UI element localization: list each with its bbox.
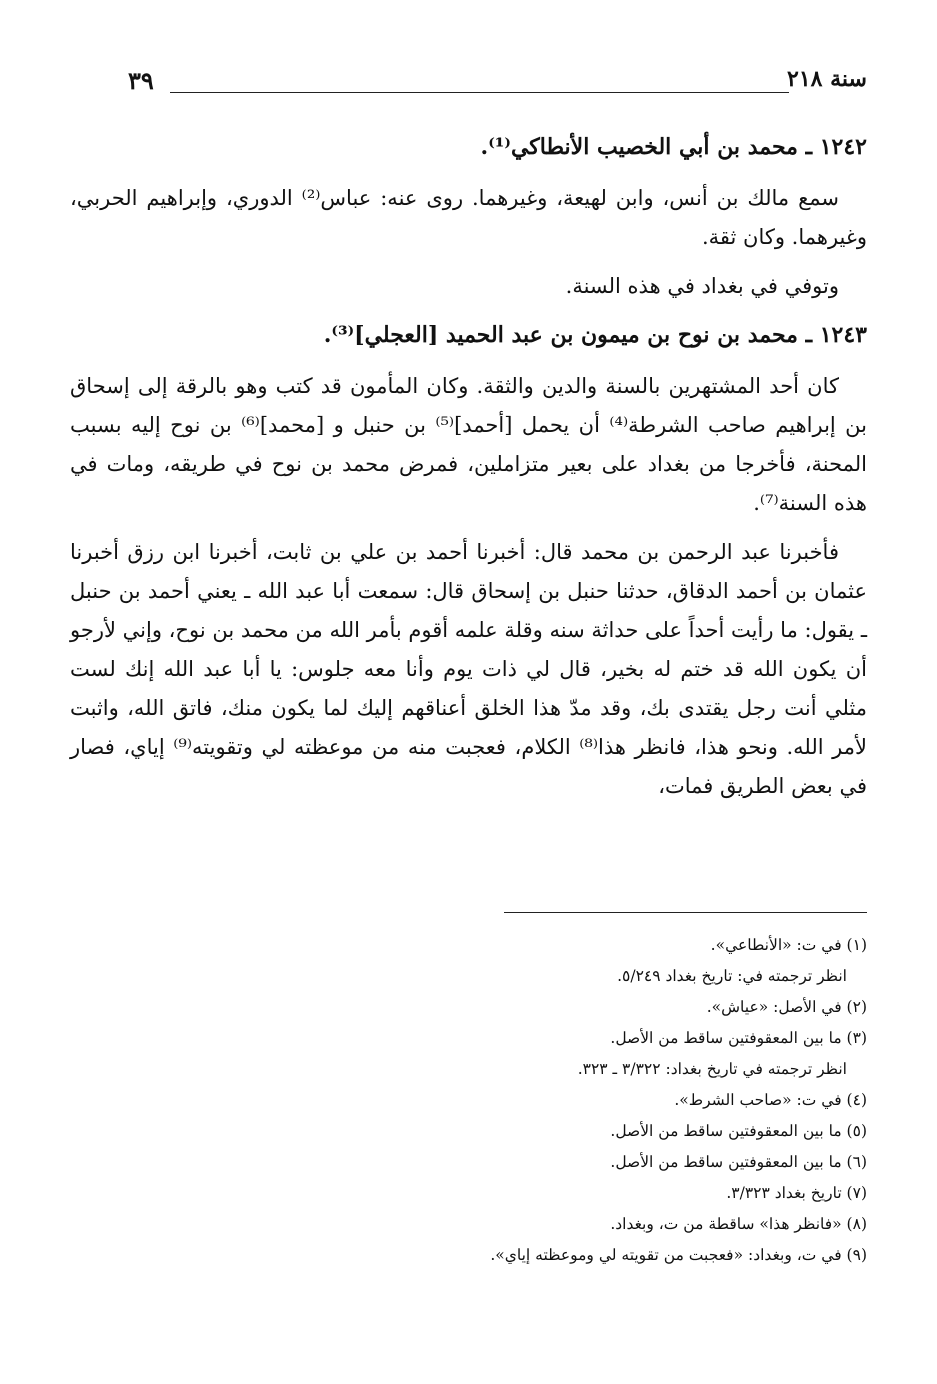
- footnote-3-reference: انظر ترجمته في تاريخ بغداد: ٣/٣٢٢ ـ ٣٢٣.: [577, 1060, 847, 1078]
- running-head-title: سنة ٢١٨: [787, 66, 867, 92]
- footnote-1: (١) في ت: «الأنطاعي».: [710, 936, 867, 954]
- footnote-2: (٢) في الأصل: «عياش».: [706, 998, 867, 1016]
- footnote-8: (٨) «فانظر هذا» ساقطة من ت، وبغداد.: [610, 1215, 867, 1233]
- entry-title-1243: ١٢٤٣ ـ محمد بن نوح بن ميمون بن عبد الحميد [العجلي]⁽³⁾.: [323, 322, 867, 348]
- entry-1243-paragraph-1: كان أحد المشتهرين بالسنة والدين والثقة. وكان المأمون قد كتب وهو بالرقة إلى إسحاق بن إبراهيم صاحب الشرطة⁽⁴⁾ أن يحمل [أحمد]⁽⁵⁾ بن حنبل و [محمد]⁽⁶⁾ بن نوح إليه بسبب المحنة، فأخرجا من بغداد على بعير متزاملين، فمرض محمد بن نوح في طريقه، ومات في هذه السنة⁽⁷⁾.: [70, 374, 867, 515]
- footnote-3: (٣) ما بين المعقوفتين ساقط من الأصل.: [610, 1029, 867, 1047]
- main-text: [70, 118, 867, 816]
- footnote-rule: [504, 912, 867, 913]
- entry-1243-paragraph-2: فأخبرنا عبد الرحمن بن محمد قال: أخبرنا أحمد بن علي بن ثابت، أخبرنا ابن رزق أخبرنا عثمان بن أحمد الدقاق، حدثنا حنبل بن إسحاق قال: سمعت أبا عبد الله ـ يعني أحمد بن حنبل ـ يقول: ما رأيت أحداً على حداثة سنه وقلة علمه أقوم بأمر الله من محمد بن نوح، وإني لأرجو أن يكون الله قد ختم له بخير، قال لي ذات يوم وأنا معه جلوس: يا أبا عبد الله إنك لست مثلي أنت رجل يقتدى بك، وقد مدّ هذا الخلق أعناقهم إليك لما يكون منك، فاتق الله، واثبت لأمر الله. ونحو هذا، فانظر هذا⁽⁸⁾ الكلام، فعجبت منه من موعظته لي وتقويته⁽⁹⁾ إياي، فصار في بعض الطريق فمات،: [70, 540, 867, 798]
- footnote-6: (٦) ما بين المعقوفتين ساقط من الأصل.: [610, 1153, 867, 1171]
- footnote-5: (٥) ما بين المعقوفتين ساقط من الأصل.: [610, 1122, 867, 1140]
- entry-1242-paragraph-1: سمع مالك بن أنس، وابن لهيعة، وغيرهما. روى عنه: عباس⁽²⁾ الدوري، وإبراهيم الحربي، وغيرهما. وكان ثقة.: [70, 186, 867, 249]
- footnote-4: (٤) في ت: «صاحب الشرط».: [674, 1091, 867, 1109]
- running-head: [128, 66, 867, 106]
- footnote-9: (٩) في ت، وبغداد: «فعجبت من تقويته لي وموعظته إياي».: [490, 1246, 867, 1264]
- footnote-7: (٧) تاريخ بغداد ٣/٣٢٣.: [726, 1184, 867, 1202]
- entry-1242-paragraph-2: وتوفي في بغداد في هذه السنة.: [565, 274, 839, 298]
- entry-title-1242: ١٢٤٢ ـ محمد بن أبي الخصيب الأنطاكي⁽¹⁾.: [480, 134, 867, 160]
- footnotes: [70, 930, 867, 1271]
- page-number: ٣٩: [128, 66, 154, 95]
- header-rule: [170, 92, 789, 93]
- footnote-1-reference: انظر ترجمته في: تاريخ بغداد ٥/٢٤٩.: [617, 967, 847, 985]
